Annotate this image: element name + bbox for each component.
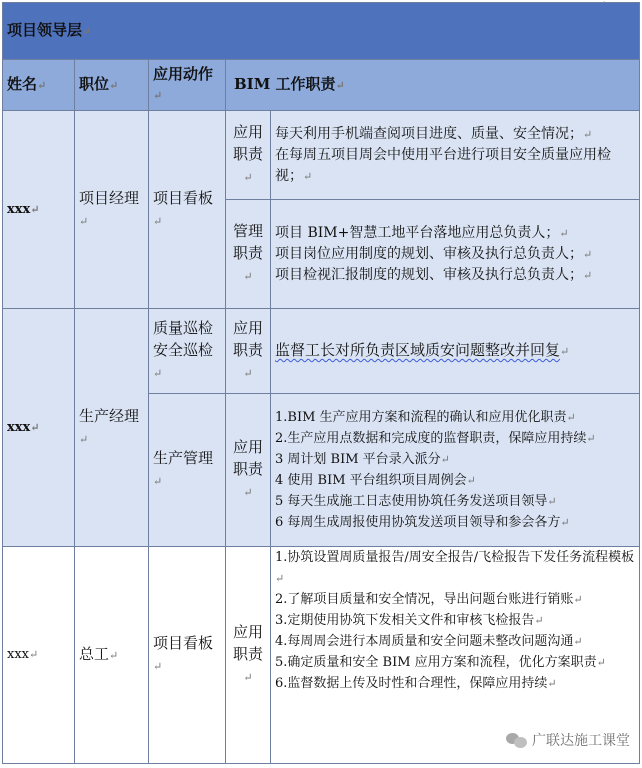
responsibility-line: 2.了解项目质量和安全情况，导出问题台账进行销账↵ <box>275 592 583 607</box>
responsibility-line: 2.生产应用点数据和完成度的监督职责，保障应用持续↵ <box>275 431 596 446</box>
responsibility-text <box>271 394 640 547</box>
responsibility-line: 在每周五项目周会中使用平台进行项目安全质量应用检视；↵ <box>275 146 611 184</box>
header-name: 姓名↵ <box>3 60 75 111</box>
responsibility-line: 6 每周生成周报使用协筑发送项目领导和参会各方↵ <box>275 515 570 530</box>
responsibility-line: 5 每天生成施工日志使用协筑任务发送项目领导↵ <box>275 494 557 509</box>
responsibility-line: 3 周计划 BIM 平台录入派分↵ <box>275 452 450 467</box>
responsibility-line: 监督工长对所负责区域质安问题整改并回复↵ <box>275 341 570 359</box>
responsibility-line: 3.定期使用协筑下发相关文件和审核飞检报告↵ <box>275 613 544 628</box>
person-position: 总工↵ <box>75 547 149 764</box>
responsibility-line: 项目检视汇报制度的规划、审核及执行总负责人；↵ <box>275 266 593 283</box>
responsibility-label: 应用职责↵ <box>226 309 271 394</box>
person-position: 项目经理↵ <box>75 111 149 309</box>
table-row <box>3 309 640 394</box>
responsibility-line: 1.BIM 生产应用方案和流程的确认和应用优化职责↵ <box>275 410 576 425</box>
responsibility-line: 5.确定质量和安全 BIM 应用方案和流程，优化方案职责↵ <box>275 655 606 670</box>
responsibility-text <box>271 309 640 394</box>
person-name: xxx↵ <box>3 309 75 547</box>
responsibility-line: 1.协筑设置周质量报告/周安全报告/飞检报告下发任务流程模板↵ <box>275 550 635 585</box>
responsibility-label: 应用职责↵ <box>226 547 271 764</box>
responsibility-line: 4 使用 BIM 平台组织项目周例会↵ <box>275 473 476 488</box>
header-row <box>3 60 640 111</box>
responsibility-line: 每天利用手机端查阅项目进度、质量、安全情况；↵ <box>275 125 593 142</box>
application-action: 项目看板↵ <box>149 547 226 764</box>
responsibility-line: 4.每周周会进行本周质量和安全问题未整改问题沟通↵ <box>275 634 583 649</box>
application-action: 项目看板↵ <box>149 111 226 309</box>
application-action: 生产管理↵ <box>149 394 226 547</box>
responsibility-text <box>271 111 640 200</box>
person-name: xxx↵ <box>3 547 75 764</box>
responsibility-label: 管理职责↵ <box>226 200 271 309</box>
header-position: 职位↵ <box>75 60 149 111</box>
header-action: 应用动作↵ <box>149 60 226 111</box>
person-position: 生产经理↵ <box>75 309 149 547</box>
watermark <box>504 730 632 750</box>
wechat-icon <box>506 732 528 748</box>
responsibility-label: 应用职责↵ <box>226 111 271 200</box>
responsibility-line: 6.监督数据上传及时性和合理性，保障应用持续↵ <box>275 676 557 691</box>
responsibility-line: 项目 BIM+智慧工地平台落地应用总负责人；↵ <box>275 224 569 241</box>
table-title: 项目领导层↵ <box>3 3 640 60</box>
header-bim: BIM 工作职责↵ <box>226 60 640 111</box>
project-leadership-table <box>2 2 640 764</box>
responsibility-text <box>271 200 640 309</box>
responsibility-label: 应用职责↵ <box>226 394 271 547</box>
responsibility-line: 项目岗位应用制度的规划、审核及执行总负责人；↵ <box>275 245 593 262</box>
table-title-row <box>3 3 640 60</box>
application-action: 质量巡检 安全巡检↵ <box>149 309 226 394</box>
table-row <box>3 111 640 200</box>
person-name: xxx↵ <box>3 111 75 309</box>
watermark-text: 广联达施工课堂 <box>532 733 630 749</box>
